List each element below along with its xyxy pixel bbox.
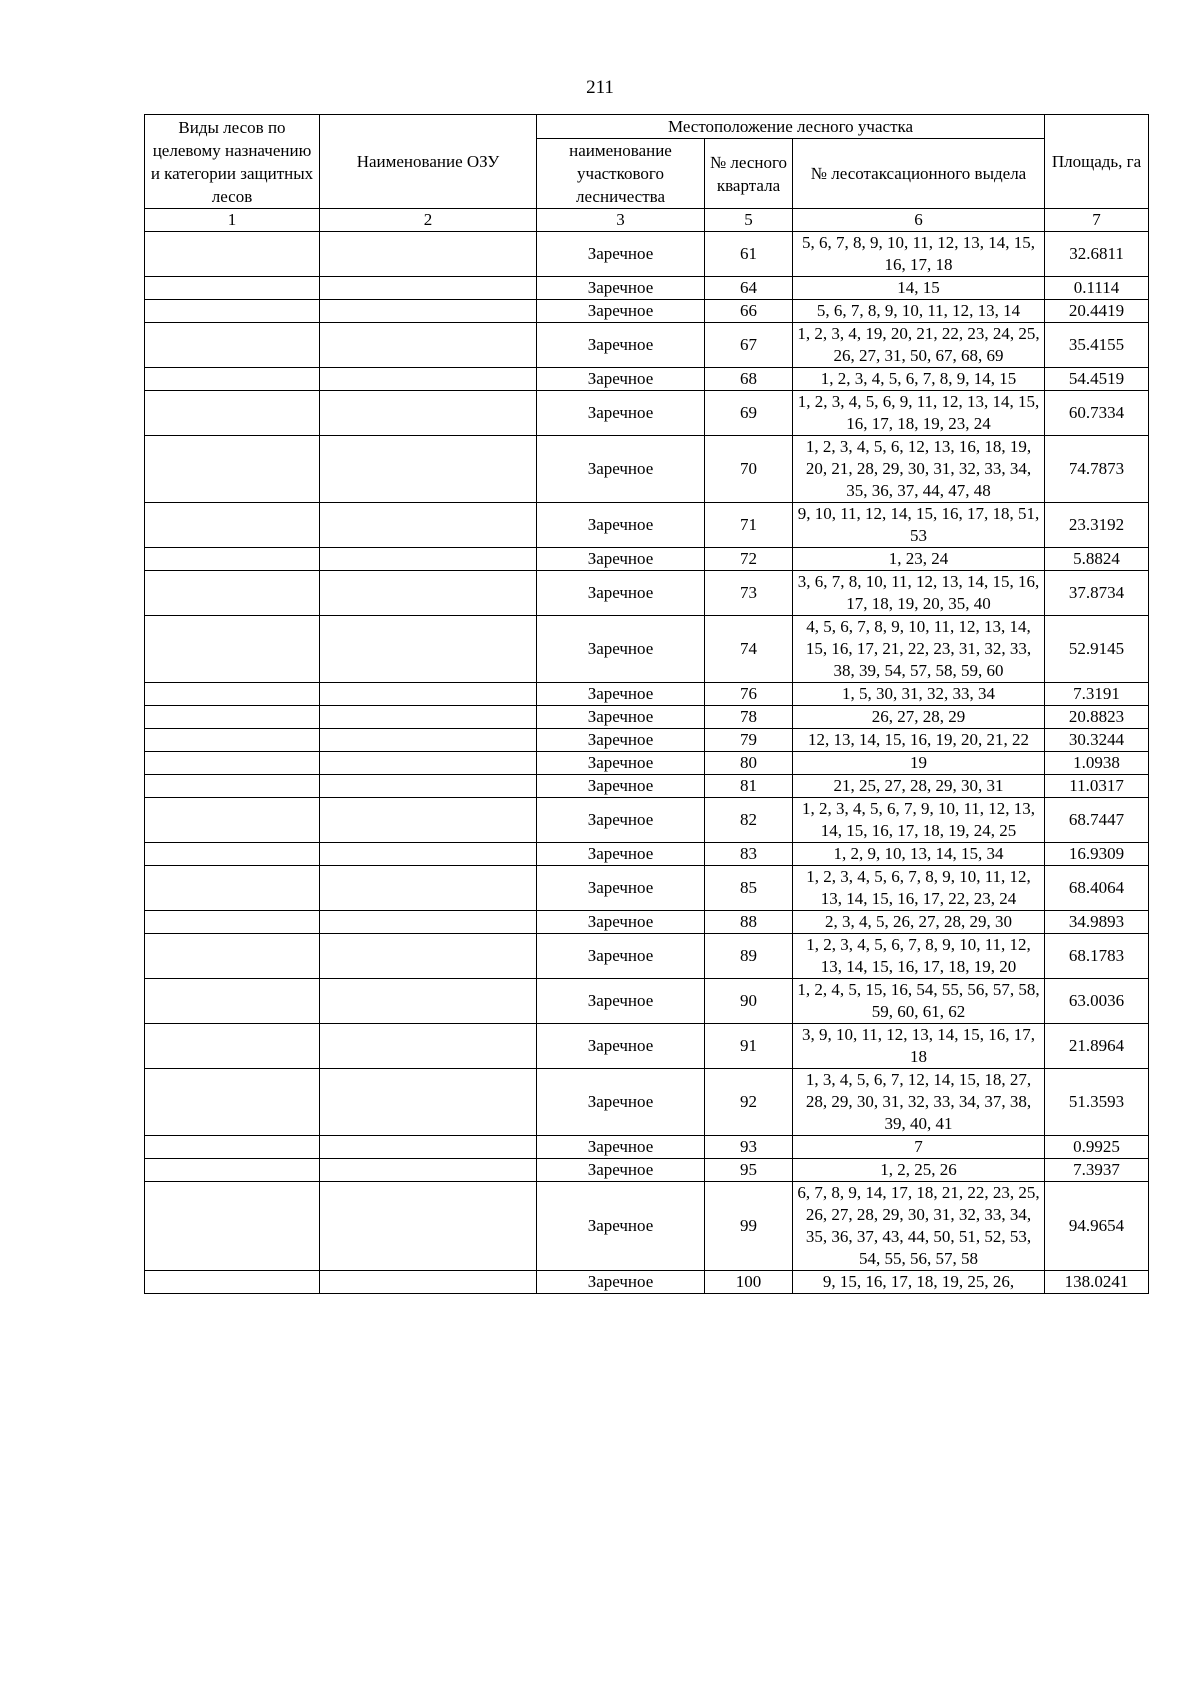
- cell-ozu-name: [320, 391, 537, 436]
- cell-forestry-name: Заречное: [537, 548, 705, 571]
- cell-ozu-name: [320, 1136, 537, 1159]
- cell-forest-type: [145, 548, 320, 571]
- table-header: [145, 115, 1149, 232]
- table-body: [145, 232, 1149, 1294]
- cell-forestry-name: Заречное: [537, 323, 705, 368]
- cell-ozu-name: [320, 300, 537, 323]
- cell-forestry-name: Заречное: [537, 1182, 705, 1271]
- cell-forest-type: [145, 1136, 320, 1159]
- table-row: [145, 571, 1149, 616]
- cell-forestry-name: Заречное: [537, 934, 705, 979]
- cell-forest-type: [145, 706, 320, 729]
- cell-ozu-name: [320, 323, 537, 368]
- cell-quarter-number: 93: [705, 1136, 793, 1159]
- cell-forestry-name: Заречное: [537, 368, 705, 391]
- table-row: [145, 843, 1149, 866]
- cell-ozu-name: [320, 571, 537, 616]
- cell-ozu-name: [320, 1159, 537, 1182]
- cell-parcel-numbers: 3, 6, 7, 8, 10, 11, 12, 13, 14, 15, 16, 17, 18, 19, 20, 35, 40: [793, 571, 1045, 616]
- cell-forest-type: [145, 934, 320, 979]
- column-number: 6: [793, 209, 1045, 232]
- cell-area: 20.8823: [1045, 706, 1149, 729]
- cell-quarter-number: 64: [705, 277, 793, 300]
- table-row: [145, 1159, 1149, 1182]
- cell-quarter-number: 89: [705, 934, 793, 979]
- forest-plots-table: [144, 114, 1149, 1294]
- cell-forestry-name: Заречное: [537, 729, 705, 752]
- cell-parcel-numbers: 9, 15, 16, 17, 18, 19, 25, 26,: [793, 1271, 1045, 1294]
- header-quarter-number: № лесного квартала: [705, 139, 793, 209]
- cell-forest-type: [145, 323, 320, 368]
- cell-ozu-name: [320, 843, 537, 866]
- cell-forest-type: [145, 729, 320, 752]
- cell-forest-type: [145, 232, 320, 277]
- cell-parcel-numbers: 1, 2, 3, 4, 5, 6, 9, 11, 12, 13, 14, 15, 16, 17, 18, 19, 23, 24: [793, 391, 1045, 436]
- cell-forestry-name: Заречное: [537, 683, 705, 706]
- cell-forest-type: [145, 300, 320, 323]
- cell-quarter-number: 88: [705, 911, 793, 934]
- cell-parcel-numbers: 1, 23, 24: [793, 548, 1045, 571]
- cell-forest-type: [145, 571, 320, 616]
- cell-ozu-name: [320, 798, 537, 843]
- cell-quarter-number: 81: [705, 775, 793, 798]
- cell-forest-type: [145, 368, 320, 391]
- cell-area: 7.3191: [1045, 683, 1149, 706]
- cell-ozu-name: [320, 548, 537, 571]
- column-number: 2: [320, 209, 537, 232]
- table-row: [145, 1271, 1149, 1294]
- header-area: Площадь, га: [1045, 115, 1149, 209]
- cell-forest-type: [145, 775, 320, 798]
- cell-forestry-name: Заречное: [537, 843, 705, 866]
- cell-quarter-number: 70: [705, 436, 793, 503]
- cell-parcel-numbers: 1, 2, 9, 10, 13, 14, 15, 34: [793, 843, 1045, 866]
- cell-area: 7.3937: [1045, 1159, 1149, 1182]
- cell-forest-type: [145, 683, 320, 706]
- cell-ozu-name: [320, 1069, 537, 1136]
- header-ozu-name: Наименование ОЗУ: [320, 115, 537, 209]
- cell-parcel-numbers: 1, 2, 3, 4, 5, 6, 7, 9, 10, 11, 12, 13, 14, 15, 16, 17, 18, 19, 24, 25: [793, 798, 1045, 843]
- cell-parcel-numbers: 1, 2, 3, 4, 5, 6, 7, 8, 9, 10, 11, 12, 13, 14, 15, 16, 17, 22, 23, 24: [793, 866, 1045, 911]
- cell-forest-type: [145, 866, 320, 911]
- cell-forestry-name: Заречное: [537, 1069, 705, 1136]
- cell-parcel-numbers: 6, 7, 8, 9, 14, 17, 18, 21, 22, 23, 25, 26, 27, 28, 29, 30, 31, 32, 33, 34, 35, 36, 37, 43, 44, 50, 51, 52, 53, 54, 55, 56, 57, 58: [793, 1182, 1045, 1271]
- cell-forest-type: [145, 1159, 320, 1182]
- cell-forestry-name: Заречное: [537, 616, 705, 683]
- cell-forestry-name: Заречное: [537, 1271, 705, 1294]
- cell-forestry-name: Заречное: [537, 391, 705, 436]
- table-row: [145, 1182, 1149, 1271]
- table-row: [145, 683, 1149, 706]
- cell-area: 1.0938: [1045, 752, 1149, 775]
- cell-forest-type: [145, 798, 320, 843]
- cell-parcel-numbers: 1, 2, 25, 26: [793, 1159, 1045, 1182]
- cell-area: 16.9309: [1045, 843, 1149, 866]
- cell-parcel-numbers: 2, 3, 4, 5, 26, 27, 28, 29, 30: [793, 911, 1045, 934]
- table-row: [145, 300, 1149, 323]
- cell-quarter-number: 100: [705, 1271, 793, 1294]
- cell-quarter-number: 90: [705, 979, 793, 1024]
- cell-parcel-numbers: 3, 9, 10, 11, 12, 13, 14, 15, 16, 17, 18: [793, 1024, 1045, 1069]
- cell-forestry-name: Заречное: [537, 277, 705, 300]
- cell-ozu-name: [320, 503, 537, 548]
- column-number: 3: [537, 209, 705, 232]
- cell-area: 30.3244: [1045, 729, 1149, 752]
- cell-parcel-numbers: 1, 2, 4, 5, 15, 16, 54, 55, 56, 57, 58, 59, 60, 61, 62: [793, 979, 1045, 1024]
- cell-forestry-name: Заречное: [537, 911, 705, 934]
- cell-quarter-number: 71: [705, 503, 793, 548]
- cell-ozu-name: [320, 752, 537, 775]
- cell-ozu-name: [320, 706, 537, 729]
- cell-ozu-name: [320, 616, 537, 683]
- cell-ozu-name: [320, 683, 537, 706]
- cell-forestry-name: Заречное: [537, 775, 705, 798]
- cell-parcel-numbers: 26, 27, 28, 29: [793, 706, 1045, 729]
- cell-forest-type: [145, 1024, 320, 1069]
- cell-ozu-name: [320, 979, 537, 1024]
- cell-ozu-name: [320, 934, 537, 979]
- cell-parcel-numbers: 1, 2, 3, 4, 19, 20, 21, 22, 23, 24, 25, 26, 27, 31, 50, 67, 68, 69: [793, 323, 1045, 368]
- cell-area: 23.3192: [1045, 503, 1149, 548]
- table-row: [145, 323, 1149, 368]
- table-row: [145, 775, 1149, 798]
- cell-parcel-numbers: 1, 2, 3, 4, 5, 6, 7, 8, 9, 10, 11, 12, 13, 14, 15, 16, 17, 18, 19, 20: [793, 934, 1045, 979]
- cell-parcel-numbers: 4, 5, 6, 7, 8, 9, 10, 11, 12, 13, 14, 15, 16, 17, 21, 22, 23, 31, 32, 33, 38, 39, 54, 57, 58, 59, 60: [793, 616, 1045, 683]
- cell-forestry-name: Заречное: [537, 503, 705, 548]
- cell-ozu-name: [320, 1182, 537, 1271]
- cell-quarter-number: 66: [705, 300, 793, 323]
- cell-area: 52.9145: [1045, 616, 1149, 683]
- cell-area: 68.7447: [1045, 798, 1149, 843]
- cell-area: 63.0036: [1045, 979, 1149, 1024]
- cell-forestry-name: Заречное: [537, 436, 705, 503]
- cell-area: 0.1114: [1045, 277, 1149, 300]
- cell-area: 21.8964: [1045, 1024, 1149, 1069]
- cell-parcel-numbers: 5, 6, 7, 8, 9, 10, 11, 12, 13, 14: [793, 300, 1045, 323]
- cell-forest-type: [145, 843, 320, 866]
- cell-forest-type: [145, 616, 320, 683]
- cell-forest-type: [145, 277, 320, 300]
- column-number: 7: [1045, 209, 1149, 232]
- cell-quarter-number: 79: [705, 729, 793, 752]
- cell-forestry-name: Заречное: [537, 979, 705, 1024]
- cell-quarter-number: 91: [705, 1024, 793, 1069]
- cell-forest-type: [145, 436, 320, 503]
- cell-area: 54.4519: [1045, 368, 1149, 391]
- cell-parcel-numbers: 9, 10, 11, 12, 14, 15, 16, 17, 18, 51, 53: [793, 503, 1045, 548]
- header-forest-type: Виды лесов по целевому назначению и категории защитных лесов: [145, 115, 320, 209]
- table-row: [145, 798, 1149, 843]
- cell-quarter-number: 99: [705, 1182, 793, 1271]
- table-row: [145, 1069, 1149, 1136]
- cell-forest-type: [145, 1069, 320, 1136]
- cell-area: 11.0317: [1045, 775, 1149, 798]
- cell-parcel-numbers: 1, 2, 3, 4, 5, 6, 7, 8, 9, 14, 15: [793, 368, 1045, 391]
- cell-parcel-numbers: 12, 13, 14, 15, 16, 19, 20, 21, 22: [793, 729, 1045, 752]
- table-row: [145, 934, 1149, 979]
- page-number: 211: [586, 77, 614, 98]
- cell-quarter-number: 61: [705, 232, 793, 277]
- cell-ozu-name: [320, 1271, 537, 1294]
- cell-forestry-name: Заречное: [537, 1159, 705, 1182]
- cell-forest-type: [145, 911, 320, 934]
- cell-area: 37.8734: [1045, 571, 1149, 616]
- cell-quarter-number: 67: [705, 323, 793, 368]
- cell-parcel-numbers: 1, 3, 4, 5, 6, 7, 12, 14, 15, 18, 27, 28, 29, 30, 31, 32, 33, 34, 37, 38, 39, 40, 41: [793, 1069, 1045, 1136]
- cell-area: 68.4064: [1045, 866, 1149, 911]
- cell-quarter-number: 95: [705, 1159, 793, 1182]
- cell-ozu-name: [320, 436, 537, 503]
- cell-area: 5.8824: [1045, 548, 1149, 571]
- cell-forestry-name: Заречное: [537, 300, 705, 323]
- cell-area: 32.6811: [1045, 232, 1149, 277]
- cell-area: 35.4155: [1045, 323, 1149, 368]
- cell-area: 0.9925: [1045, 1136, 1149, 1159]
- cell-forestry-name: Заречное: [537, 866, 705, 911]
- cell-area: 74.7873: [1045, 436, 1149, 503]
- table-row: [145, 911, 1149, 934]
- table-row: [145, 548, 1149, 571]
- cell-quarter-number: 82: [705, 798, 793, 843]
- header-forestry-name: наименование участкового лесничества: [537, 139, 705, 209]
- table-row: [145, 232, 1149, 277]
- table-row: [145, 277, 1149, 300]
- cell-forestry-name: Заречное: [537, 752, 705, 775]
- cell-quarter-number: 85: [705, 866, 793, 911]
- cell-forest-type: [145, 1271, 320, 1294]
- cell-quarter-number: 74: [705, 616, 793, 683]
- cell-quarter-number: 73: [705, 571, 793, 616]
- table-row: [145, 979, 1149, 1024]
- cell-area: 138.0241: [1045, 1271, 1149, 1294]
- cell-ozu-name: [320, 866, 537, 911]
- cell-quarter-number: 72: [705, 548, 793, 571]
- cell-forest-type: [145, 391, 320, 436]
- cell-quarter-number: 80: [705, 752, 793, 775]
- table-row: [145, 1024, 1149, 1069]
- cell-forest-type: [145, 979, 320, 1024]
- cell-area: 51.3593: [1045, 1069, 1149, 1136]
- cell-forest-type: [145, 1182, 320, 1271]
- cell-quarter-number: 92: [705, 1069, 793, 1136]
- cell-ozu-name: [320, 232, 537, 277]
- cell-quarter-number: 83: [705, 843, 793, 866]
- cell-area: 68.1783: [1045, 934, 1149, 979]
- table-row: [145, 503, 1149, 548]
- table-row: [145, 1136, 1149, 1159]
- cell-ozu-name: [320, 911, 537, 934]
- column-number: 1: [145, 209, 320, 232]
- column-number: 5: [705, 209, 793, 232]
- cell-forestry-name: Заречное: [537, 232, 705, 277]
- cell-parcel-numbers: 1, 2, 3, 4, 5, 6, 12, 13, 16, 18, 19, 20, 21, 28, 29, 30, 31, 32, 33, 34, 35, 36, 37, 44, 47, 48: [793, 436, 1045, 503]
- header-location-group: Местоположение лесного участка: [537, 115, 1045, 139]
- table-row: [145, 368, 1149, 391]
- cell-forestry-name: Заречное: [537, 706, 705, 729]
- cell-quarter-number: 76: [705, 683, 793, 706]
- cell-ozu-name: [320, 277, 537, 300]
- cell-parcel-numbers: 7: [793, 1136, 1045, 1159]
- cell-ozu-name: [320, 775, 537, 798]
- cell-ozu-name: [320, 729, 537, 752]
- table-row: [145, 616, 1149, 683]
- cell-area: 94.9654: [1045, 1182, 1149, 1271]
- header-parcel-numbers: № лесотаксационного выдела: [793, 139, 1045, 209]
- cell-quarter-number: 78: [705, 706, 793, 729]
- cell-parcel-numbers: 14, 15: [793, 277, 1045, 300]
- cell-forestry-name: Заречное: [537, 1024, 705, 1069]
- table-row: [145, 391, 1149, 436]
- cell-quarter-number: 69: [705, 391, 793, 436]
- cell-forestry-name: Заречное: [537, 798, 705, 843]
- table-row: [145, 752, 1149, 775]
- cell-area: 60.7334: [1045, 391, 1149, 436]
- column-number-row: [145, 209, 1149, 232]
- cell-parcel-numbers: 21, 25, 27, 28, 29, 30, 31: [793, 775, 1045, 798]
- cell-forestry-name: Заречное: [537, 571, 705, 616]
- cell-quarter-number: 68: [705, 368, 793, 391]
- table-row: [145, 436, 1149, 503]
- cell-forest-type: [145, 752, 320, 775]
- cell-parcel-numbers: 1, 5, 30, 31, 32, 33, 34: [793, 683, 1045, 706]
- cell-parcel-numbers: 19: [793, 752, 1045, 775]
- table-row: [145, 706, 1149, 729]
- cell-forestry-name: Заречное: [537, 1136, 705, 1159]
- cell-area: 20.4419: [1045, 300, 1149, 323]
- cell-parcel-numbers: 5, 6, 7, 8, 9, 10, 11, 12, 13, 14, 15, 16, 17, 18: [793, 232, 1045, 277]
- cell-ozu-name: [320, 368, 537, 391]
- table-row: [145, 866, 1149, 911]
- cell-area: 34.9893: [1045, 911, 1149, 934]
- table-row: [145, 729, 1149, 752]
- cell-ozu-name: [320, 1024, 537, 1069]
- cell-forest-type: [145, 503, 320, 548]
